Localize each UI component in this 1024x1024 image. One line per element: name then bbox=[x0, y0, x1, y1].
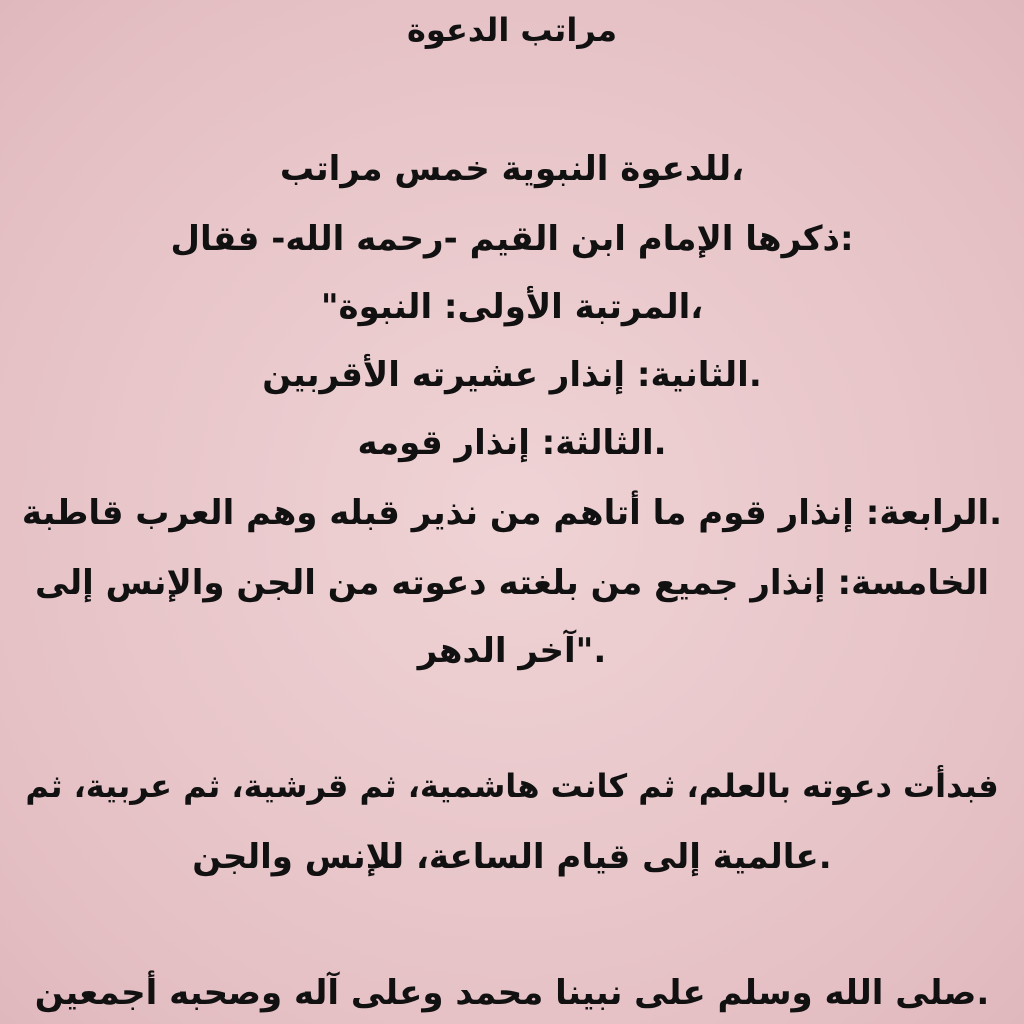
text-line-10: .عالمية إلى قيام الساعة، للإنس والجن bbox=[192, 837, 832, 877]
text-line-6: .الرابعة: إنذار قوم ما أتاهم من نذير قبله وهم العرب قاطبة bbox=[21, 493, 1003, 533]
closing-line: .صلى الله وسلم على نبينا محمد وعلى آله وصحبه أجمعين bbox=[34, 973, 990, 1013]
text-line-2: :ذكرها الإمام ابن القيم -رحمه الله- فقال bbox=[170, 219, 854, 259]
page-title: مراتب الدعوة bbox=[407, 11, 617, 49]
text-line-8: ."آخر الدهر bbox=[417, 631, 607, 671]
text-line-3: ،المرتبة الأولى: النبوة" bbox=[320, 287, 704, 327]
text-line-4: .الثانية: إنذار عشيرته الأقربين bbox=[262, 355, 762, 395]
text-line-9: فبدأت دعوته بالعلم، ثم كانت هاشمية، ثم قرشية، ثم عربية، ثم bbox=[25, 767, 999, 805]
text-line-1: ،للدعوة النبوية خمس مراتب bbox=[279, 149, 745, 189]
text-line-7: الخامسة: إنذار جميع من بلغته دعوته من الجن والإنس إلى bbox=[34, 563, 990, 603]
text-line-5: .الثالثة: إنذار قومه bbox=[357, 423, 667, 463]
